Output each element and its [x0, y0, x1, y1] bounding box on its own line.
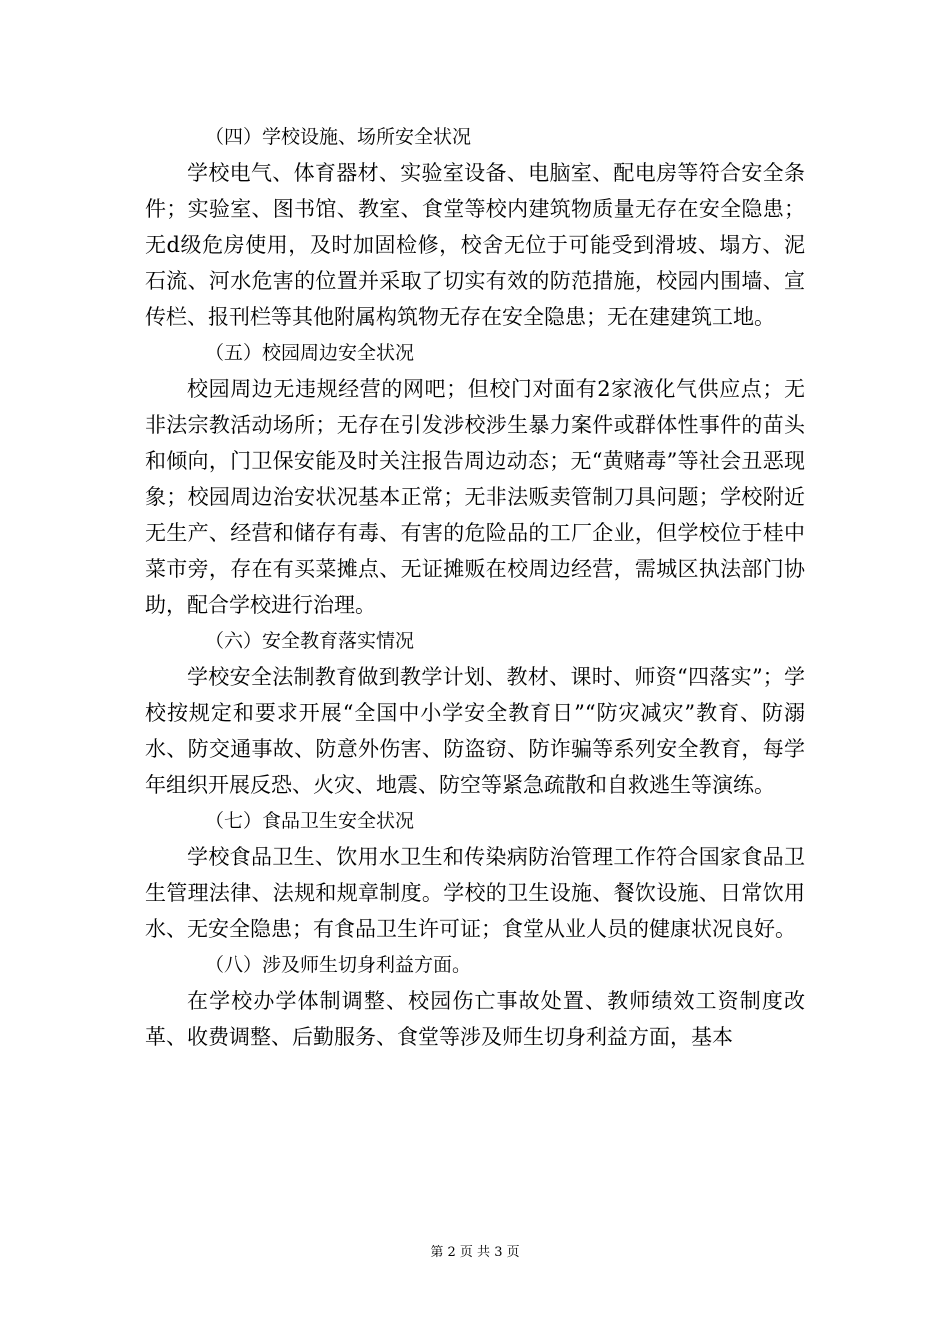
section-heading-4: （四）学校设施、场所安全状况	[205, 126, 472, 148]
document-body	[145, 119, 805, 1055]
section-body-5: 校园周边无违规经营的网吧；但校门对面有2家液化气供应点；无非法宗教活动场所；无存在引发涉校涉生暴力案件或群体性事件的苗头和倾向，门卫保安能及时关注报告周边动态；无“黄赌毒”等社会丑恶现象；校园周边治安状况基本正常；无非法贩卖管制刀具问题；学校附近无生产、经营和储存有毒、有害的危险品的工厂企业，但学校位于桂中菜市旁，存在有买菜摊点、无证摊贩在校周边经营，需城区执法部门协助，配合学校进行治理。	[145, 377, 805, 617]
section-body-6: 学校安全法制教育做到教学计划、教材、课时、师资“四落实”；学校按规定和要求开展“全国中小学安全教育日”“防灾减灾”教育、防溺水、防交通事故、防意外伤害、防盗窃、防诈骗等系列安全教育，每学年组织开展反恐、火灾、地震、防空等紧急疏散和自救逃生等演练。	[145, 665, 805, 797]
section-heading-6: （六）安全教育落实情况	[205, 630, 415, 652]
section-heading-8: （八）涉及师生切身利益方面。	[205, 954, 472, 976]
section-body-8: 在学校办学体制调整、校园伤亡事故处置、教师绩效工资制度改革、收费调整、后勤服务、食堂等涉及师生切身利益方面，基本	[145, 989, 805, 1049]
section-body-7: 学校食品卫生、饮用水卫生和传染病防治管理工作符合国家食品卫生管理法律、法规和规章制度。学校的卫生设施、餐饮设施、日常饮用水、无安全隐患；有食品卫生许可证；食堂从业人员的健康状况良好。	[145, 845, 805, 941]
section-body-4: 学校电气、体育器材、实验室设备、电脑室、配电房等符合安全条件；实验室、图书馆、教室、食堂等校内建筑物质量无存在安全隐患；无d级危房使用，及时加固检修，校舍无位于可能受到滑坡、塌方、泥石流、河水危害的位置并采取了切实有效的防范措施，校园内围墙、宣传栏、报刊栏等其他附属构筑物无存在安全隐患；无在建建筑工地。	[145, 161, 805, 329]
section-heading-5: （五）校园周边安全状况	[205, 342, 415, 364]
section-heading-7: （七）食品卫生安全状况	[205, 810, 415, 832]
page-number-footer: 第 2 页 共 3 页	[430, 1245, 520, 1260]
